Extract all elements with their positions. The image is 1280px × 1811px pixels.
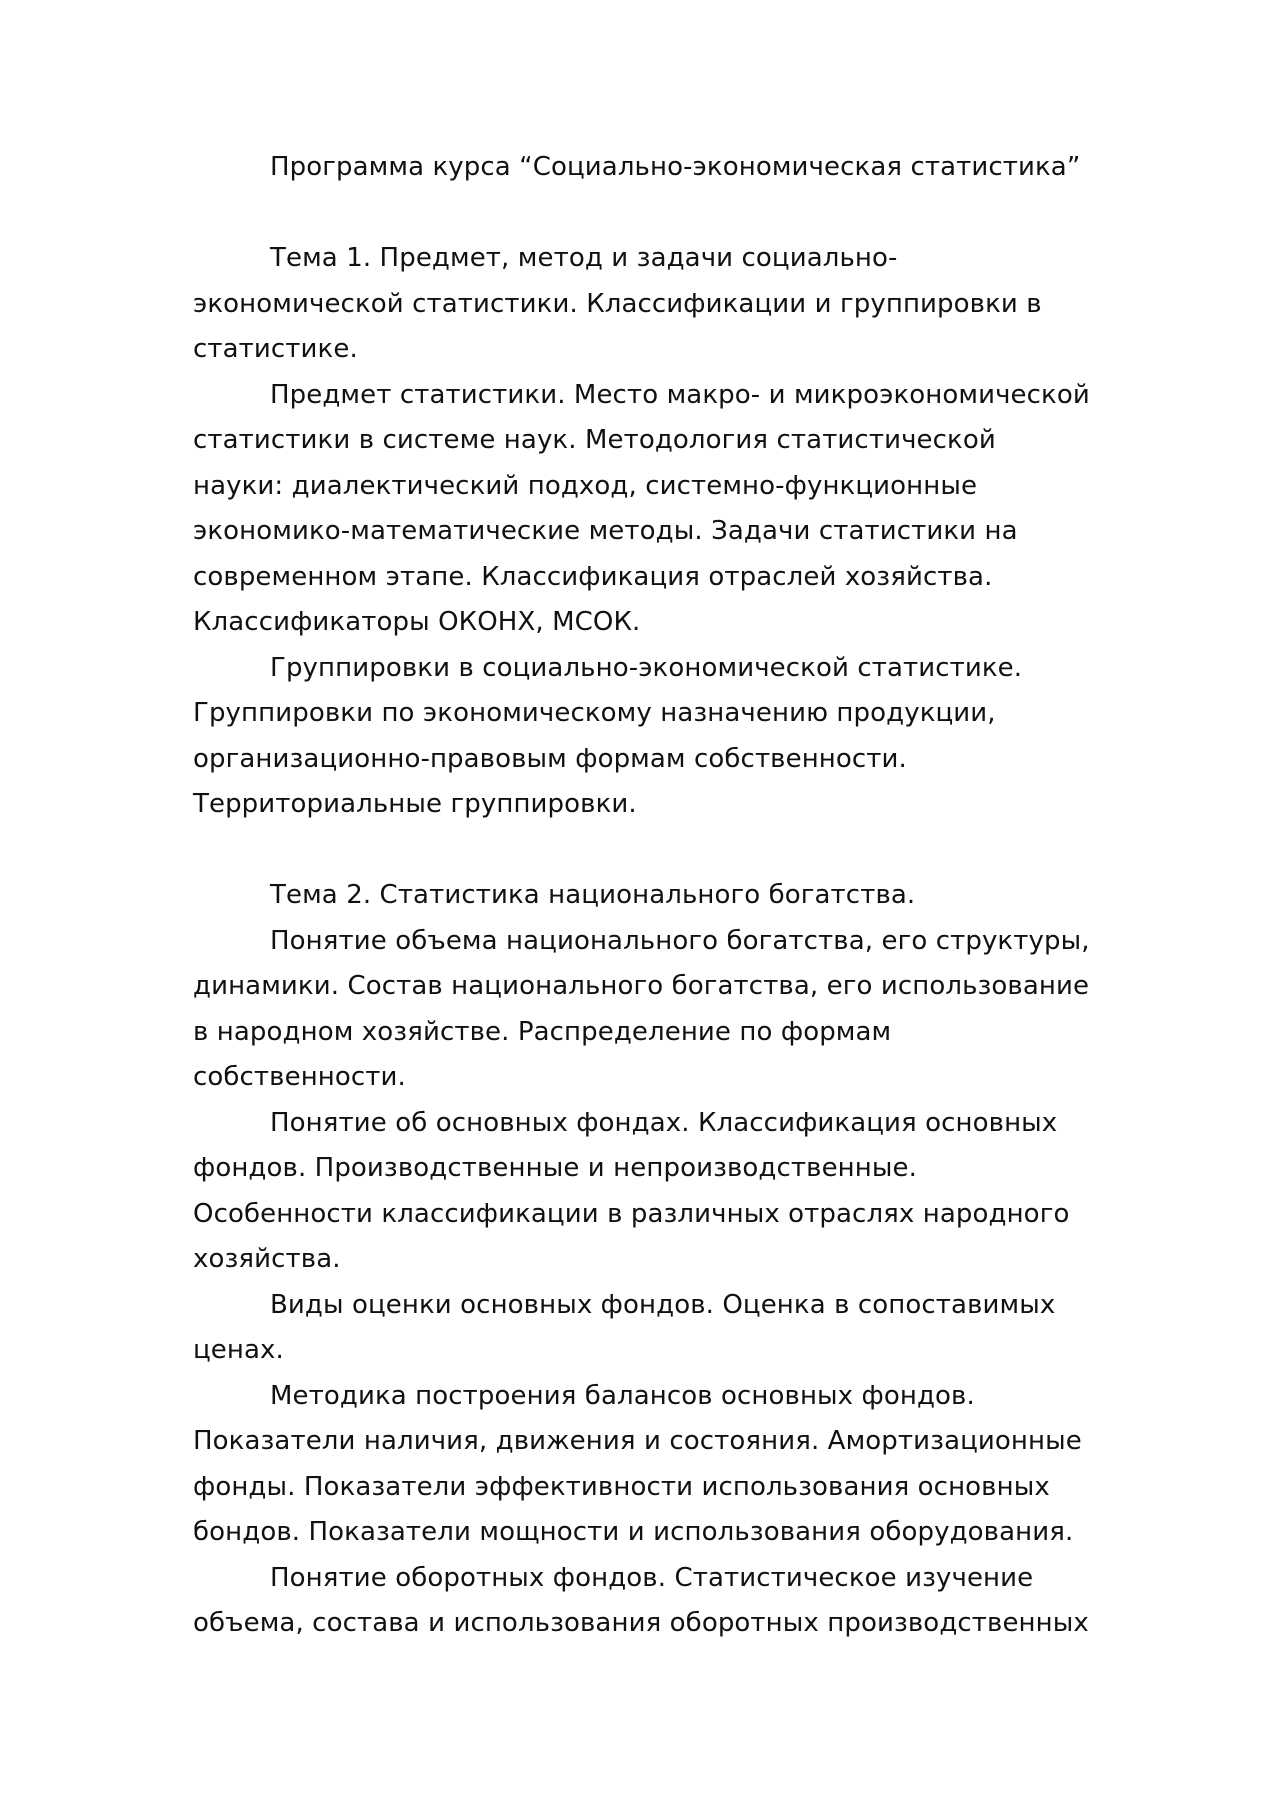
paragraph: Виды оценки основных фондов. Оценка в сопоставимых ценах. (193, 1289, 1056, 1365)
topic-1-heading: Тема 1. Предмет, метод и задачи социально-экономической статистики. Классификации и группировки в статистике. (193, 243, 1042, 364)
paragraph: Предмет статистики. Место макро- и микроэкономической статистики в системе наук. Методология статистической науки: диалектический подход, системно-функционные экономико-математические методы. Задачи статистики на современном этапе. Классификация отраслей хозяйства. Классификаторы ОКОНХ, МСОК. (193, 379, 1090, 637)
paragraph: Понятие оборотных фондов. Статистическое изучение объема, состава и использования оборотных производственных (193, 1562, 1089, 1638)
topic-2-heading: Тема 2. Статистика национального богатства. (270, 880, 916, 910)
blank-line (193, 828, 1093, 874)
paragraph: Группировки в социально-экономической статистике. Группировки по экономическому назначению продукции, организационно-правовым формам собственности. Территориальные группировки. (193, 652, 1023, 819)
document-body (193, 145, 1093, 1647)
document-title: Программа курса “Социально-экономическая статистика” (270, 152, 1081, 182)
blank-line (193, 191, 1093, 237)
paragraph: Понятие об основных фондах. Классификация основных фондов. Производственные и непроизводственные. Особенности классификации в различных отраслях народного хозяйства. (193, 1107, 1070, 1274)
paragraph: Методика построения балансов основных фондов. Показатели наличия, движения и состояния. Амортизационные фонды. Показатели эффективности использования основных бондов. Показатели мощности и использования оборудования. (193, 1380, 1082, 1547)
paragraph: Понятие объема национального богатства, его структуры, динамики. Состав национального богатства, его использование в народном хозяйстве. Распределение по формам собственности. (193, 925, 1090, 1092)
